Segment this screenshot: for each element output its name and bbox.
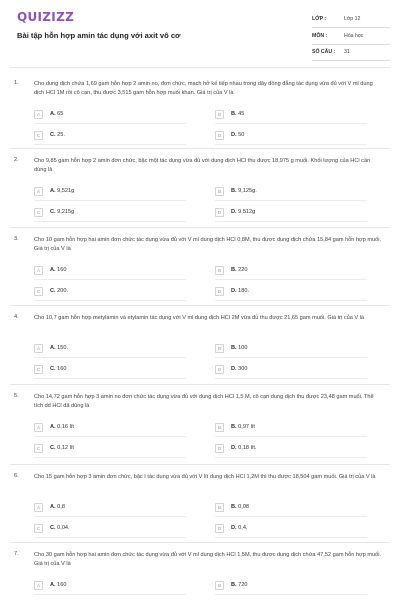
question-divider — [10, 148, 390, 149]
option-letter-dot: . — [235, 504, 239, 510]
meta-grade-label: LỚP : — [312, 16, 327, 22]
option-value: 160 — [57, 366, 67, 372]
option-letter-box: D — [215, 287, 224, 296]
option-letter-dot: . — [235, 288, 239, 294]
option-divider — [34, 436, 186, 437]
answer-option-a[interactable] — [34, 109, 186, 122]
meta-count — [312, 44, 390, 61]
option-divider — [34, 123, 186, 124]
option-letter-dot: . — [54, 424, 58, 430]
option-letter: C — [50, 132, 55, 138]
option-label — [50, 582, 67, 588]
option-letter: D — [231, 366, 236, 372]
option-letter-box: B — [215, 503, 224, 512]
option-label — [50, 288, 68, 294]
option-label — [231, 445, 257, 451]
question-divider — [10, 227, 390, 228]
option-letter: B — [231, 504, 236, 510]
answer-option-d[interactable] — [215, 443, 367, 456]
option-letter-box: C — [34, 365, 43, 374]
option-letter: A — [50, 345, 55, 351]
option-letter-dot: . — [235, 345, 239, 351]
option-label — [231, 366, 248, 372]
option-label — [231, 288, 249, 294]
option-letter-box: A — [34, 503, 43, 512]
option-value: 45 — [238, 111, 245, 117]
option-label — [231, 345, 248, 351]
option-letter: B — [231, 188, 236, 194]
option-value: 300 — [238, 366, 248, 372]
option-letter-dot: . — [54, 111, 58, 117]
option-value: 180. — [238, 288, 250, 294]
option-divider — [34, 221, 186, 222]
option-letter-dot: . — [54, 132, 58, 138]
answer-option-b[interactable] — [215, 186, 367, 199]
option-label — [50, 445, 74, 451]
option-divider — [215, 279, 367, 280]
option-letter-box: A — [34, 266, 43, 275]
option-divider — [215, 221, 367, 222]
answer-option-d[interactable] — [215, 286, 367, 299]
option-value: 0,16 lít — [57, 424, 74, 430]
answer-option-d[interactable] — [215, 207, 367, 220]
option-value: 160 — [57, 582, 67, 588]
option-letter-dot: . — [54, 582, 58, 588]
option-value: 50 — [238, 132, 245, 138]
option-letter: C — [50, 366, 55, 372]
question-divider — [10, 464, 390, 465]
option-letter-box: D — [215, 365, 224, 374]
option-letter-box: C — [34, 287, 43, 296]
option-letter: A — [50, 267, 55, 273]
option-divider — [34, 279, 186, 280]
option-value: 720 — [238, 582, 248, 588]
page-title: Bài tập hỗn hợp amin tác dụng với axit vô cơ — [17, 31, 181, 40]
option-value: 0,12 lít — [57, 445, 74, 451]
option-letter-dot: . — [235, 424, 239, 430]
option-letter-box: D — [215, 524, 224, 533]
option-label — [50, 209, 74, 215]
option-label — [231, 504, 249, 510]
option-value: 9,125g. — [238, 188, 257, 194]
option-letter-dot: . — [235, 111, 239, 117]
option-letter-box: A — [34, 110, 43, 119]
meta-subject — [312, 28, 390, 45]
answer-option-b[interactable] — [215, 580, 367, 593]
question-number: 3. — [14, 236, 19, 242]
question-text: Cho 15 gam hỗn hợp 3 amin đơn chức, bậc I tác dụng vừa đủ với V lít dung dịch HCl 1,2M thì thu được 18,504 gam muối. Giá trị của V là — [34, 474, 376, 480]
option-letter-dot: . — [235, 582, 239, 588]
option-divider — [34, 357, 186, 358]
answer-option-d[interactable] — [215, 364, 367, 377]
option-divider — [215, 144, 367, 145]
option-letter-dot: . — [235, 267, 239, 273]
option-letter: B — [231, 111, 236, 117]
option-label — [231, 424, 255, 430]
option-letter-dot: . — [235, 445, 239, 451]
option-letter-box: B — [215, 423, 224, 432]
option-letter-dot: . — [54, 288, 58, 294]
option-letter-dot: . — [54, 267, 58, 273]
option-label — [50, 345, 68, 351]
option-letter-dot: . — [235, 525, 239, 531]
option-letter-box: C — [34, 131, 43, 140]
option-letter-box: C — [34, 444, 43, 453]
option-letter: A — [50, 504, 55, 510]
option-letter-dot: . — [235, 188, 239, 194]
question-text: Cho 30 gam hỗn hợp hai amin đơn chức tác dụng vừa đủ với V ml dung dịch HCl 1,5M, thu được dung dịch chứa 47,52 gam hỗn hợp muối. Giá trị của V là — [34, 552, 382, 567]
answer-option-a[interactable] — [34, 265, 186, 278]
answer-option-b[interactable] — [215, 502, 367, 515]
option-divider — [215, 516, 367, 517]
option-value: 0,08 — [238, 504, 250, 510]
option-letter: B — [231, 345, 236, 351]
option-letter: D — [231, 132, 236, 138]
option-value: 65 — [57, 111, 64, 117]
option-letter: A — [50, 424, 55, 430]
option-divider — [34, 537, 186, 538]
option-value: 100 — [238, 345, 248, 351]
answer-option-d[interactable] — [215, 523, 367, 536]
option-divider — [215, 357, 367, 358]
document-header — [0, 0, 400, 70]
answer-option-c[interactable] — [34, 364, 186, 377]
option-label — [231, 209, 255, 215]
question-text: Cho 10 gam hỗn hợp hai amin đơn chức tác dụng vừa đủ với V ml dung dịch HCl 0,8M, thu được dung dịch chứa 15,84 gam hỗn hợp muối. Giá trị của V là — [34, 237, 382, 252]
option-letter: C — [50, 525, 55, 531]
option-divider — [215, 123, 367, 124]
question-divider — [10, 305, 390, 306]
answer-option-a[interactable] — [34, 343, 186, 356]
option-value: 220 — [238, 267, 248, 273]
option-divider — [34, 516, 186, 517]
option-letter-box: D — [215, 444, 224, 453]
option-value: 0,18 lít. — [238, 445, 257, 451]
option-letter-box: C — [34, 208, 43, 217]
option-letter-dot: . — [235, 132, 239, 138]
option-value: 9,512g — [238, 209, 256, 215]
option-letter-box: B — [215, 110, 224, 119]
option-divider — [215, 537, 367, 538]
option-letter: A — [50, 111, 55, 117]
option-letter: D — [231, 209, 236, 215]
question-number: 6. — [14, 473, 19, 479]
option-label — [50, 424, 74, 430]
option-divider — [34, 378, 186, 379]
answer-option-c[interactable] — [34, 523, 186, 536]
option-letter-box: A — [34, 423, 43, 432]
option-value: 150. — [57, 345, 69, 351]
option-divider — [215, 436, 367, 437]
question-number: 7. — [14, 551, 19, 557]
question-text: Cho 10,7 gam hỗn hợp metylamin và etylamin tác dụng với V ml dung dịch HCl 2M vừa đủ thu được 21,65 gam muối. Giá trị của V là — [34, 315, 365, 321]
option-label — [231, 188, 257, 194]
option-letter: B — [231, 424, 236, 430]
answer-option-c[interactable] — [34, 130, 186, 143]
answer-option-d[interactable] — [215, 130, 367, 143]
option-value: 160 — [57, 267, 67, 273]
option-divider — [34, 144, 186, 145]
option-letter-box: B — [215, 266, 224, 275]
option-value: 200. — [57, 288, 69, 294]
question-number: 2. — [14, 157, 19, 163]
question-number: 4. — [14, 314, 19, 320]
option-letter: D — [231, 525, 236, 531]
option-letter-box: D — [215, 131, 224, 140]
question-text: Cho 14,72 gam hỗn hợp 3 amin no đơn chức tác dụng vừa đủ với dung dịch HCl 1,5 M, cô cạn dung dịch thu được 23,48 gam muối. Thể tích dd HCl đã dùng là — [34, 394, 374, 409]
option-label — [231, 111, 244, 117]
option-label — [50, 188, 74, 194]
option-value: 0,8 — [57, 504, 65, 510]
option-letter-box: D — [215, 208, 224, 217]
option-letter-dot: . — [54, 366, 58, 372]
option-letter: D — [231, 288, 236, 294]
question-number: 1. — [14, 80, 19, 86]
meta-subject-value: Hóa học — [344, 33, 364, 39]
answer-option-c[interactable] — [34, 207, 186, 220]
answer-option-a[interactable] — [34, 422, 186, 435]
option-value: 0,97 lít — [238, 424, 255, 430]
option-divider — [34, 594, 186, 595]
question-text: Cho dung dịch chứa 1,69 gam hỗn hợp 2 amin no, đơn chức, mạch hở kế tiếp nhau trong dãy đồng đẳng tác dụng vừa đủ với V ml dung dịch HCl 1M rồi cô cạn, thu được 3,515 gam hỗn hợp muối khan. Giá trị của V là — [34, 81, 373, 96]
option-label — [50, 525, 70, 531]
option-label — [50, 111, 63, 117]
option-letter-box: C — [34, 524, 43, 533]
option-letter-dot: . — [54, 504, 58, 510]
meta-subject-label: MÔN : — [312, 33, 328, 39]
option-value: 0,04. — [57, 525, 70, 531]
option-divider — [215, 378, 367, 379]
option-letter-dot: . — [54, 188, 58, 194]
answer-option-c[interactable] — [34, 286, 186, 299]
answer-option-b[interactable] — [215, 265, 367, 278]
option-letter-box: B — [215, 187, 224, 196]
option-letter-dot: . — [235, 366, 239, 372]
option-divider — [34, 200, 186, 201]
meta-grade — [312, 11, 390, 28]
option-label — [231, 132, 244, 138]
answer-option-b[interactable] — [215, 343, 367, 356]
meta-grade-value: Lớp 12 — [344, 16, 361, 22]
option-label — [231, 525, 248, 531]
option-label — [231, 582, 248, 588]
option-divider — [215, 457, 367, 458]
answer-option-b[interactable] — [215, 109, 367, 122]
question-divider — [10, 542, 390, 543]
answer-option-b[interactable] — [215, 422, 367, 435]
option-letter-dot: . — [54, 345, 58, 351]
option-letter: B — [231, 267, 236, 273]
option-letter-box: A — [34, 187, 43, 196]
answer-option-a[interactable] — [34, 502, 186, 515]
option-letter: A — [50, 582, 55, 588]
header-divider — [10, 67, 390, 68]
option-letter-box: A — [34, 581, 43, 590]
option-letter: C — [50, 445, 55, 451]
quizizz-logo: QUIZIZZ — [17, 10, 75, 24]
option-letter-dot: . — [54, 525, 58, 531]
option-divider — [215, 300, 367, 301]
option-label — [50, 267, 67, 273]
option-value: 9,215g — [57, 209, 75, 215]
meta-count-label: SỐ CÂU : — [312, 49, 336, 55]
option-letter: B — [231, 582, 236, 588]
option-letter-dot: . — [54, 209, 58, 215]
option-label — [50, 366, 67, 372]
answer-option-a[interactable] — [34, 580, 186, 593]
option-label — [50, 504, 65, 510]
option-letter-dot: . — [235, 209, 239, 215]
option-divider — [34, 457, 186, 458]
option-label — [231, 267, 248, 273]
option-divider — [215, 594, 367, 595]
meta-count-value: 31 — [344, 49, 350, 55]
option-divider — [34, 300, 186, 301]
option-letter: C — [50, 209, 55, 215]
answer-option-a[interactable] — [34, 186, 186, 199]
option-value: 25. — [57, 132, 65, 138]
option-letter-dot: . — [54, 445, 58, 451]
question-number: 5. — [14, 393, 19, 399]
option-letter-box: B — [215, 344, 224, 353]
option-letter: D — [231, 445, 236, 451]
option-label — [50, 132, 65, 138]
option-value: 0,4. — [238, 525, 248, 531]
option-letter-box: B — [215, 581, 224, 590]
answer-option-c[interactable] — [34, 443, 186, 456]
question-text: Cho 9,85 gam hỗn hợp 2 amin đơn chức, bậc một tác dụng vừa đủ với dung dịch HCl thu được 18,975 g muối. Khối lượng của HCl cần dùng là — [34, 158, 371, 173]
option-divider — [215, 200, 367, 201]
question-divider — [10, 384, 390, 385]
option-letter: A — [50, 188, 55, 194]
option-letter-box: A — [34, 344, 43, 353]
option-letter: C — [50, 288, 55, 294]
option-value: 9,521g — [57, 188, 75, 194]
